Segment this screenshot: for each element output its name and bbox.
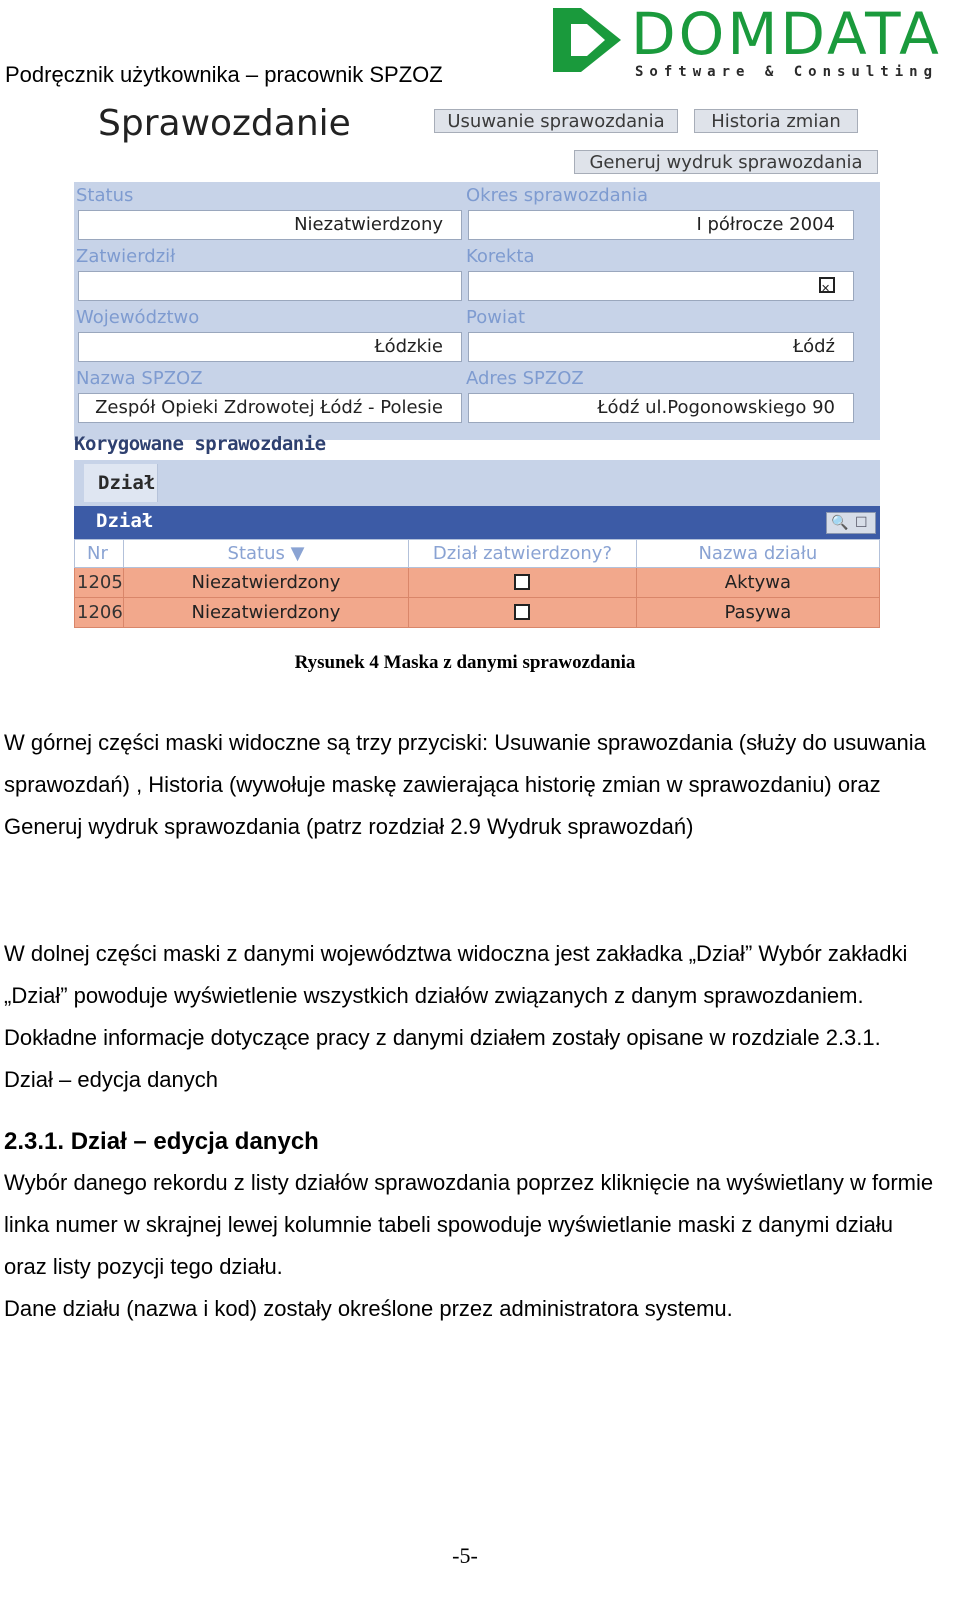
row-status: Niezatwierdzony: [123, 568, 408, 598]
column-header-status[interactable]: Status ▼: [123, 540, 408, 568]
grid-title: Dział: [96, 510, 154, 532]
paragraph-tab: W dolnej części maski z danymi województwa widoczna jest zakładka „Dział” Wybór zakładki „Dział” powoduje wyświetlenie wszystkich działów związanych z danym sprawozdaniem. Dokładne informacje dotyczące pracy z danymi działem zostały opisane w rozdziale 2.3.1. Dział – edycja danych: [4, 941, 908, 1092]
paragraph-edit: [4, 1162, 934, 1330]
print-report-button[interactable]: Generuj wydruk sprawozdania: [574, 150, 878, 174]
status-label: Status: [76, 185, 134, 206]
table-header-row: [75, 540, 880, 568]
spzoz-address-field[interactable]: Łódź ul.Pogonowskiego 90: [468, 393, 854, 423]
department-grid: [74, 506, 880, 628]
section-heading: 2.3.1. Dział – edycja danych: [4, 1128, 319, 1155]
row-name: Aktywa: [636, 568, 879, 598]
county-field[interactable]: Łódź: [468, 332, 854, 362]
tab-dzial[interactable]: Dział: [84, 464, 158, 502]
grid-header: [74, 506, 880, 539]
zoom-icon[interactable]: 🔍: [831, 514, 849, 530]
row-nr-link[interactable]: 1205: [75, 568, 124, 598]
column-header-approved[interactable]: Dział zatwierdzony?: [409, 540, 637, 568]
domdata-logo: [553, 2, 953, 87]
correction-checkbox[interactable]: [819, 277, 835, 293]
row-status: Niezatwierdzony: [123, 598, 408, 628]
status-field[interactable]: Niezatwierdzony: [78, 210, 462, 240]
period-label: Okres sprawozdania: [466, 185, 649, 206]
voivodeship-field[interactable]: Łódzkie: [78, 332, 462, 362]
approved-by-label: Zatwierdził: [76, 246, 176, 267]
page-number: -5-: [452, 1543, 478, 1568]
table-row[interactable]: [75, 598, 880, 628]
grid-toolbar: [826, 512, 876, 534]
logo-subtitle: Software & Consulting: [635, 64, 939, 80]
spzoz-name-field[interactable]: Zespół Opieki Zdrowotej Łódź - Polesie: [78, 393, 462, 423]
document-header: [0, 0, 960, 95]
county-label: Powiat: [466, 307, 526, 328]
delete-report-button[interactable]: Usuwanie sprawozdania: [434, 109, 678, 133]
spzoz-name-label: Nazwa SPZOZ: [76, 368, 203, 389]
report-title: Sprawozdanie: [98, 103, 351, 144]
period-field[interactable]: I półrocze 2004: [468, 210, 854, 240]
column-header-name[interactable]: Nazwa działu: [636, 540, 879, 568]
approved-by-field[interactable]: [78, 271, 462, 301]
maximize-icon[interactable]: ☐: [855, 514, 868, 530]
column-header-nr[interactable]: Nr: [75, 540, 124, 568]
report-screenshot: [62, 95, 892, 647]
approved-checkbox: [514, 604, 530, 620]
row-nr-link[interactable]: 1206: [75, 598, 124, 628]
logo-wordmark: DOMDATA: [631, 0, 942, 68]
approved-checkbox: [514, 574, 530, 590]
figure-caption: Rysunek 4 Maska z danymi sprawozdania: [294, 652, 636, 673]
correction-field[interactable]: [468, 271, 854, 301]
history-button[interactable]: Historia zmian: [694, 109, 858, 133]
spzoz-address-label: Adres SPZOZ: [466, 368, 584, 389]
correction-label: Korekta: [466, 246, 535, 267]
paragraph-buttons: W górnej części maski widoczne są trzy przyciski: Usuwanie sprawozdania (służy do usuwania sprawozdań) , Historia (wywołuje maskę zawierająca historię zmian w sprawozdaniu) oraz Generuj wydruk sprawozdania (patrz rozdział 2.9 Wydruk sprawozdań): [4, 730, 926, 839]
report-form: [74, 182, 880, 440]
row-approved: [409, 598, 637, 628]
voivodeship-label: Województwo: [76, 307, 200, 328]
table-row[interactable]: [75, 568, 880, 598]
row-name: Pasywa: [636, 598, 879, 628]
corrected-report-heading: Korygowane sprawozdanie: [74, 433, 326, 455]
tab-bar: [74, 460, 880, 506]
paragraph-admin: Dane działu (nazwa i kod) zostały określone przez administratora systemu.: [4, 1296, 733, 1321]
department-table: [74, 539, 880, 628]
logo-mark-icon: [553, 2, 621, 78]
row-approved: [409, 568, 637, 598]
document-header-title: Podręcznik użytkownika – pracownik SPZOZ: [5, 62, 443, 87]
paragraph-edit-body: Wybór danego rekordu z listy działów sprawozdania poprzez kliknięcie na wyświetlany w formie linka numer w skrajnej lewej kolumnie tabeli spowoduje wyświetlanie maski z danymi działu oraz listy pozycji tego działu.: [4, 1170, 934, 1279]
